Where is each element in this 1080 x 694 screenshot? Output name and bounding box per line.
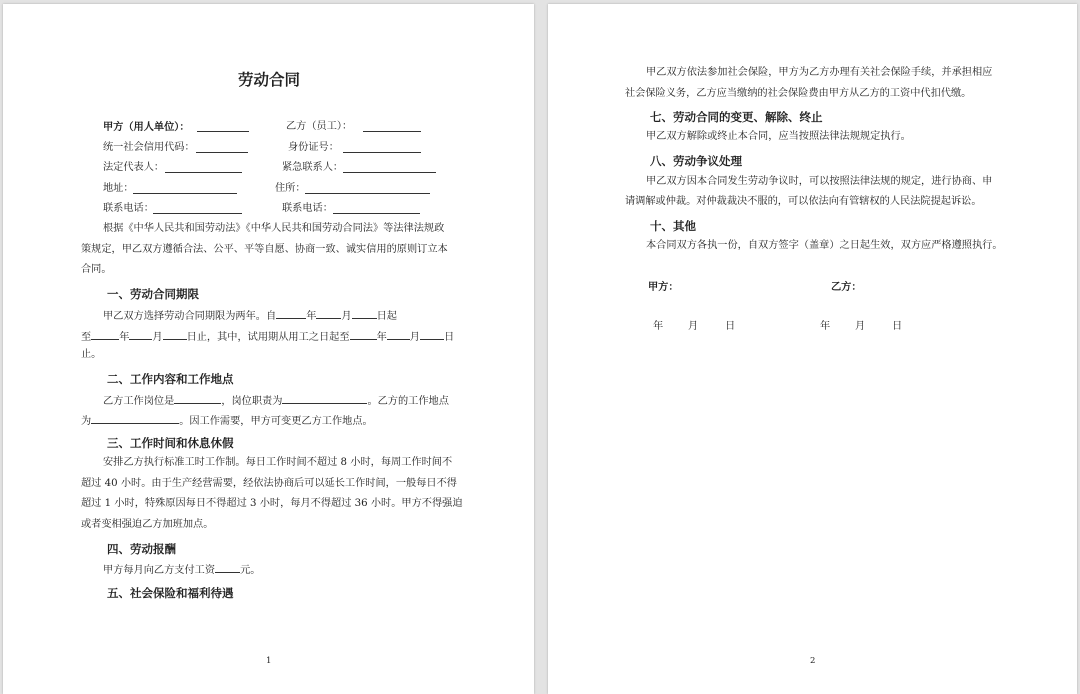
document-title: 劳动合同 [238, 70, 301, 89]
document-page-2 [548, 4, 1077, 694]
day-blank[interactable] [352, 309, 377, 319]
emergency-label: 紧急联系人： [282, 162, 344, 173]
text-fragment: 元。 [240, 565, 261, 576]
year-blank[interactable] [91, 330, 119, 340]
text-fragment: 乙方工作岗位是 [103, 396, 175, 407]
text-fragment: 为 [81, 416, 92, 427]
section-5-line-2: 社会保险义务，乙方应当缴纳的社会保险费由甲方从乙方的工资中代扣代缴。 [625, 88, 972, 99]
text-fragment: 年 [306, 311, 317, 322]
intro-line-2: 策规定，甲乙双方遵循合法、公平、平等自愿、协商一致、诚实信用的原则订立本 [81, 244, 448, 255]
address-label: 地址： [103, 183, 134, 194]
section-5-line-1: 甲乙双方依法参加社会保险，甲方为乙方办理有关社会保险手续，并承担相应 [646, 67, 993, 78]
section-2-line-2 [81, 414, 373, 427]
month-blank[interactable] [387, 330, 410, 340]
day-blank[interactable] [163, 330, 187, 340]
legal-rep-blank[interactable] [165, 163, 242, 173]
text-fragment: 甲方每月向乙方支付工资 [103, 565, 216, 576]
month-blank[interactable] [316, 309, 341, 319]
credit-code-blank[interactable] [196, 143, 248, 153]
section-3-heading: 三、工作时间和休息休假 [107, 436, 234, 450]
section-5-heading: 五、社会保险和福利待遇 [107, 586, 234, 600]
text-fragment: 。乙方的工作地点 [367, 396, 449, 407]
party-b-blank[interactable] [363, 122, 421, 132]
section-7-line-1: 甲乙双方解除或终止本合同，应当按照法律法规规定执行。 [646, 131, 911, 142]
date-a-year: 年 [653, 321, 664, 332]
section-10-heading: 十、其他 [650, 219, 696, 233]
text-fragment: 年 [376, 332, 387, 343]
section-3-line-3: 超过 1 小时，特殊原因每日不得超过 3 小时，每月不得超过 36 小时。甲方不得强迫 [81, 498, 463, 509]
phone-label-b: 联系电话： [282, 203, 333, 214]
position-blank[interactable] [174, 394, 221, 404]
year-blank[interactable] [350, 330, 377, 340]
residence-label: 住所： [275, 183, 306, 194]
phone-a-blank[interactable] [153, 204, 242, 214]
document-page-1 [3, 4, 534, 694]
section-1-line-1 [103, 309, 397, 322]
date-a-day: 日 [725, 321, 736, 332]
address-blank[interactable] [133, 184, 237, 194]
text-fragment: 月 [341, 311, 352, 322]
section-8-heading: 八、劳动争议处理 [650, 154, 742, 168]
intro-line-3: 合同。 [81, 264, 112, 275]
text-fragment: 月 [152, 332, 163, 343]
residence-blank[interactable] [305, 184, 430, 194]
section-1-line-2 [81, 330, 454, 343]
section-7-heading: 七、劳动合同的变更、解除、终止 [650, 110, 823, 124]
section-4-heading: 四、劳动报酬 [107, 542, 176, 556]
legal-rep-label: 法定代表人： [103, 162, 165, 173]
year-blank[interactable] [276, 309, 306, 319]
phone-label-a: 联系电话： [103, 203, 154, 214]
section-1-line-3: 止。 [81, 349, 102, 360]
section-8-line-2: 请调解或仲裁。对仲裁裁决不服的，可以依法向有管辖权的人民法院提起诉讼。 [625, 196, 982, 207]
signature-party-a-label: 甲方： [648, 281, 679, 293]
phone-b-blank[interactable] [333, 204, 420, 214]
credit-code-label: 统一社会信用代码： [103, 142, 195, 153]
party-a-blank[interactable] [197, 122, 249, 132]
section-10-line-1: 本合同双方各执一份，自双方签字（盖章）之日起生效，双方应严格遵照执行。 [646, 240, 1003, 251]
section-2-line-1 [103, 394, 449, 407]
section-4-line-1 [103, 563, 260, 576]
party-b-label: 乙方（员工）： [286, 121, 353, 132]
section-3-line-1: 安排乙方执行标准工时工作制。每日工作时间不超过 8 小时，每周工作时间不 [103, 457, 453, 468]
section-1-heading: 一、劳动合同期限 [107, 287, 199, 301]
text-fragment: 。因工作需要，甲方可变更乙方工作地点。 [179, 416, 373, 427]
id-label: 身份证号： [288, 142, 339, 153]
section-3-line-4: 或者变相强迫乙方加班加点。 [81, 519, 214, 530]
duties-blank[interactable] [282, 394, 367, 404]
text-fragment: 日止，其中，试用期从用工之日起至 [186, 332, 350, 343]
section-3-line-2: 超过 40 小时。由于生产经营需要，经依法协商后可以延长工作时间，一般每日不得 [81, 478, 457, 489]
salary-blank[interactable] [215, 563, 240, 573]
date-b-day: 日 [892, 321, 903, 332]
text-fragment: 年 [119, 332, 130, 343]
text-fragment: ，岗位职责为 [221, 396, 283, 407]
emergency-blank[interactable] [343, 163, 436, 173]
page-number: 2 [810, 656, 816, 666]
date-b-year: 年 [820, 321, 831, 332]
id-blank[interactable] [343, 143, 421, 153]
date-b-month: 月 [855, 321, 866, 332]
signature-party-b-label: 乙方： [831, 281, 862, 293]
day-blank[interactable] [420, 330, 444, 340]
section-8-line-1: 甲乙双方因本合同发生劳动争议时，可以按照法律法规的规定，进行协商、申 [646, 176, 993, 187]
party-a-label: 甲方（用人单位）： [103, 121, 190, 133]
text-fragment: 至 [81, 332, 92, 343]
section-2-heading: 二、工作内容和工作地点 [107, 372, 234, 386]
text-fragment: 月 [409, 332, 420, 343]
page-number: 1 [266, 656, 272, 666]
text-fragment: 日 [443, 332, 455, 343]
text-fragment: 甲乙双方选择劳动合同期限为两年。自 [103, 311, 277, 322]
date-a-month: 月 [688, 321, 699, 332]
intro-line-1: 根据《中华人民共和国劳动法》《中华人民共和国劳动合同法》等法律法规政 [103, 223, 445, 234]
month-blank[interactable] [129, 330, 152, 340]
work-location-blank[interactable] [91, 414, 179, 424]
text-fragment: 日起 [376, 311, 397, 322]
